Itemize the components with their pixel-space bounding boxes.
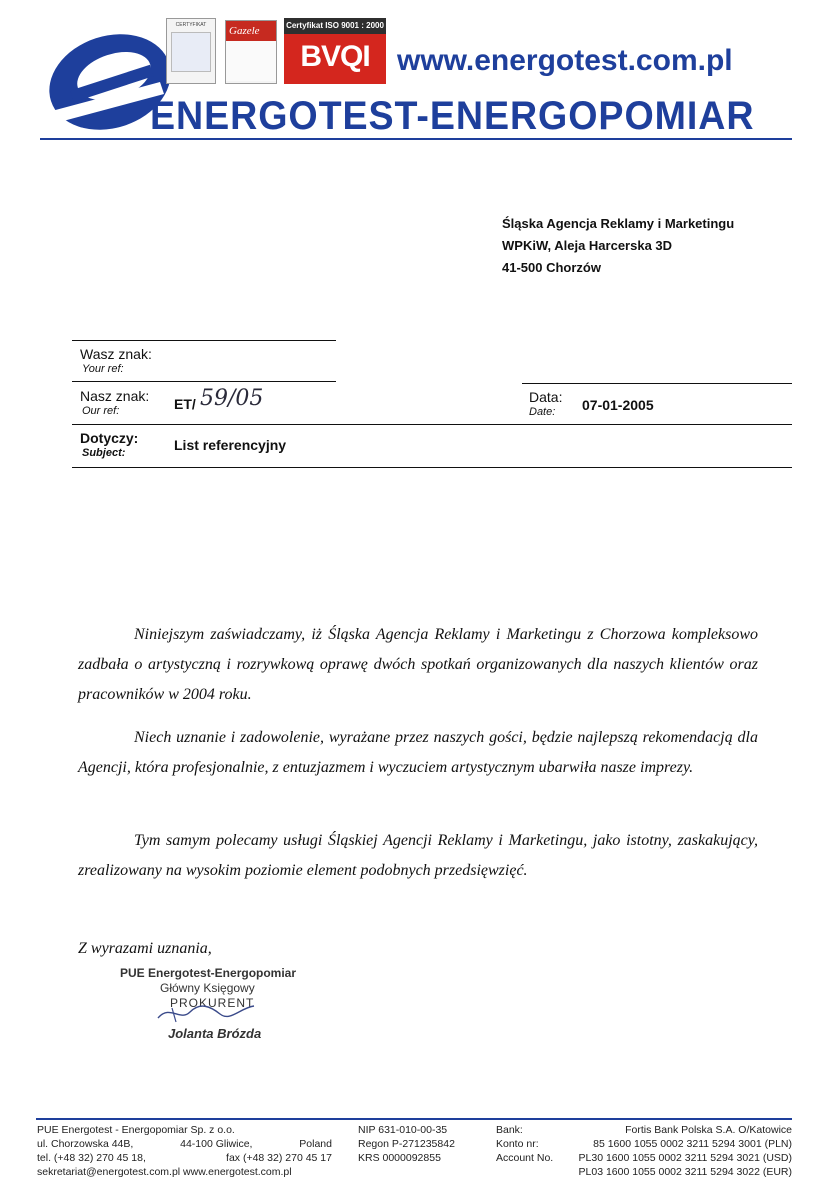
footer-phone-line (37, 1152, 332, 1165)
footer-street: ul. Chorzowska 44B, (37, 1138, 134, 1150)
date-value: 07-01-2005 (582, 397, 654, 413)
iso-certificate-label: Certyfikat ISO 9001 : 2000 (284, 18, 386, 34)
website-url: www.energotest.com.pl (397, 44, 733, 77)
ref-top-rule (72, 340, 336, 341)
recipient-street: WPKiW, Aleja Harcerska 3D (502, 238, 673, 253)
our-ref-label-en: Our ref: (82, 405, 120, 417)
date-label-en: Date: (529, 406, 556, 418)
footer-account-eur: PL03 1600 1055 0002 3211 5294 3022 (EUR) (578, 1166, 792, 1178)
body-paragraph-2: Niech uznanie i zadowolenie, wyrażane przez naszych gości, będzie najlepszą rekomendacją dla Agencji, która profesjonalnie, z entuzjazmem i wyczuciem artystycznym ubarwiła nasze imprezy. (78, 729, 758, 776)
footer-krs: KRS 0000092855 (358, 1152, 441, 1164)
subject-value: List referencyjny (174, 437, 287, 453)
brand-name: ENERGOTEST-ENERGOPOMIAR (150, 94, 755, 138)
our-ref-value: ET/ (174, 396, 196, 412)
your-ref-label: Wasz znak: (80, 346, 152, 362)
recipient-name: Śląska Agencja Reklamy i Marketingu (502, 216, 735, 231)
closing-phrase: Z wyrazami uznania, (78, 940, 212, 957)
footer-tel: tel. (+48 32) 270 45 18, (37, 1152, 146, 1164)
footer-company-line (37, 1124, 332, 1137)
footer-konto-label: Konto nr: (496, 1138, 539, 1150)
footer-country: Poland (299, 1138, 332, 1150)
header-divider (40, 138, 792, 140)
footer-divider (36, 1118, 792, 1120)
stamp-company: PUE Energotest-Energopomiar (120, 966, 297, 980)
body-paragraph-1: Niniejszym zaświadczamy, iż Śląska Agencja Reklamy i Marketingu z Chorzowa kompleksowo zadbała o artystyczną i rozrywkową oprawę dwóch spotkań organizowanych dla naszych klientów oraz pracowników w 2004 roku. (78, 626, 758, 703)
footer-bank-label: Bank: (496, 1124, 523, 1136)
gazele-logo: Gazele (226, 21, 276, 41)
subject-label: Dotyczy: (80, 430, 139, 446)
subject-rule (72, 467, 792, 468)
certificate-badge-icon: CERTYFIKAT (166, 18, 216, 84)
footer-address-line (37, 1138, 332, 1151)
footer-konto-value: 85 1600 1055 0002 3211 5294 3001 (PLN) (593, 1138, 792, 1150)
your-ref-label-en: Your ref: (82, 363, 124, 375)
handwritten-signature-icon (150, 1000, 260, 1026)
footer-account-usd: PL30 1600 1055 0002 3211 5294 3021 (USD) (578, 1152, 792, 1164)
stamp-title: PROKURENT (170, 996, 255, 1010)
our-ref-rule (72, 424, 792, 425)
your-ref-rule (72, 381, 336, 382)
footer-account-label: Account No. (496, 1152, 554, 1164)
footer-regon: Regon P-271235842 (358, 1138, 455, 1150)
bvqi-logo-text: BVQI (300, 40, 370, 73)
gazele-badge-icon (225, 20, 277, 84)
recipient-city: 41-500 Chorzów (502, 260, 601, 275)
footer-company: PUE Energotest - Energopomiar Sp. z o.o. (37, 1124, 235, 1136)
our-ref-handwritten: 59/05 (200, 386, 264, 411)
subject-label-en: Subject: (82, 447, 126, 459)
date-top-rule (522, 383, 792, 384)
footer-bank-value: Fortis Bank Polska S.A. O/Katowice (625, 1124, 792, 1136)
footer-postal: 44-100 Gliwice, (180, 1138, 253, 1150)
stamp-position: Główny Księgowy (160, 981, 255, 995)
date-label: Data: (529, 389, 563, 405)
signer-name: Jolanta Brózda (168, 1026, 262, 1041)
body-paragraph-3: Tym samym polecamy usługi Śląskiej Agencji Reklamy i Marketingu, jako istotny, zaskakujący, zrealizowany na wysokim poziomie element podobnych przedsięwzięć. (78, 832, 758, 879)
our-ref-label: Nasz znak: (80, 388, 150, 404)
footer-contact: sekretariat@energotest.com.pl www.energotest.com.pl (37, 1166, 292, 1178)
footer-fax: fax (+48 32) 270 45 17 (226, 1152, 332, 1164)
footer-nip: NIP 631-010-00-35 (358, 1124, 448, 1136)
